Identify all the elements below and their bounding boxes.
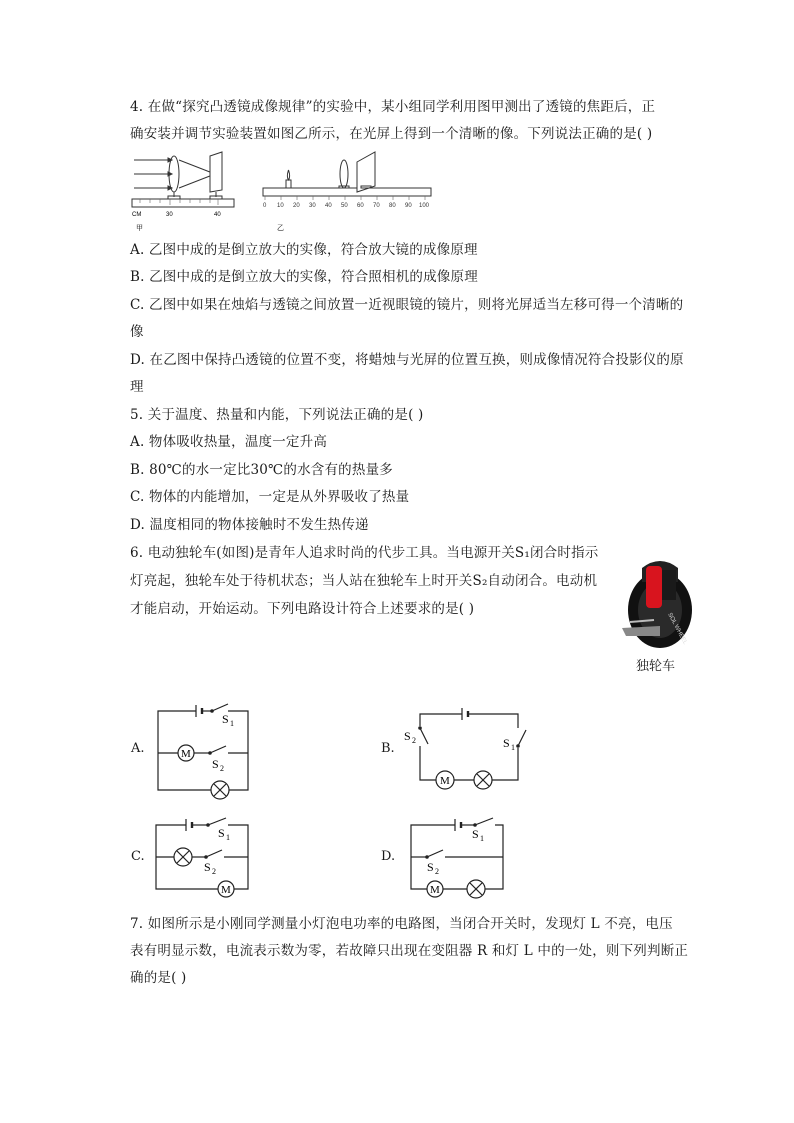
yi-tick-30: 30 xyxy=(309,203,316,209)
circuit-b xyxy=(402,704,532,804)
q7-stem-line2: 表有明显示数，电流表示数为零，若故障只出现在变阻器 R 和灯 L 中的一处，则下列判断正 xyxy=(130,943,689,959)
q4-stem-line1: 4. 在做“探究凸透镜成像规律”的实验中，某小组同学利用图甲测出了透镜的焦距后，正 xyxy=(130,99,656,115)
unicycle-caption: 独轮车 xyxy=(636,658,676,673)
q4-option-d-line1: D. 在乙图中保持凸透镜的位置不变，将蜡烛与光屏的位置互换，则成像情况符合投影仪的原 xyxy=(130,352,684,368)
circuit-c-s2: S xyxy=(204,860,211,874)
q7-stem-line1: 7. 如图所示是小刚同学测量小灯泡电功率的电路图，当闭合开关时，发现灯 L 不亮，电压 xyxy=(130,916,673,932)
circuit-a-label: A. xyxy=(131,741,145,756)
q4-option-a: A. 乙图中成的是倒立放大的实像，符合放大镜的成像原理 xyxy=(130,242,478,258)
circuit-d-label: D. xyxy=(381,849,396,864)
q5-option-d: D. 温度相同的物体接触时不发生热传递 xyxy=(130,517,369,533)
circuit-d-s1: S xyxy=(472,827,479,841)
yi-tick-70: 70 xyxy=(373,203,380,209)
circuit-b-s1: S xyxy=(503,736,510,750)
yi-tick-50: 50 xyxy=(341,203,348,209)
circuit-a-s2: S xyxy=(212,757,219,771)
circuit-d-s2-sub: 2 xyxy=(435,867,439,876)
yi-tick-0: 0 xyxy=(263,203,267,209)
circuit-a xyxy=(150,700,260,800)
q4-option-c-line2: 像 xyxy=(130,324,144,340)
jia-tick-40: 40 xyxy=(214,212,221,218)
jia-caption: 甲 xyxy=(136,225,143,232)
unicycle-brand: SOL WHEEL xyxy=(666,612,688,646)
unicycle-image xyxy=(620,548,700,652)
figure-jia-focal-length xyxy=(130,150,240,232)
circuit-c-motor: M xyxy=(221,884,231,896)
circuit-c-s1-sub: 1 xyxy=(226,833,230,842)
yi-tick-60: 60 xyxy=(357,203,364,209)
jia-unit-label: CM xyxy=(132,212,142,218)
q6-stem-line2: 灯亮起，独轮车处于待机状态；当人站在独轮车上时开关S₂自动闭合。电动机 xyxy=(130,573,598,589)
circuit-a-s1-sub: 1 xyxy=(230,719,234,728)
circuit-a-motor: M xyxy=(181,748,191,760)
q6-stem-line3: 才能启动，开始运动。下列电路设计符合上述要求的是( ) xyxy=(130,601,475,617)
figure-yi-setup xyxy=(255,150,435,232)
q5-option-c: C. 物体的内能增加，一定是从外界吸收了热量 xyxy=(130,489,410,505)
q4-option-d-line2: 理 xyxy=(130,379,144,395)
circuit-b-label: B. xyxy=(381,741,395,756)
q4-option-c-line1: C. 乙图中如果在烛焰与透镜之间放置一近视眼镜的镜片，则将光屏适当左移可得一个清晰的 xyxy=(130,297,684,313)
q4-option-b: B. 乙图中成的是倒立放大的实像，符合照相机的成像原理 xyxy=(130,269,478,285)
q6-stem-line1: 6. 电动独轮车(如图)是青年人追求时尚的代步工具。当电源开关S₁闭合时指示 xyxy=(130,545,599,561)
circuit-b-s2-sub: 2 xyxy=(412,736,416,745)
circuit-c-label: C. xyxy=(131,849,145,864)
circuit-b-s1-sub: 1 xyxy=(511,743,515,752)
yi-tick-20: 20 xyxy=(293,203,300,209)
q5-option-b: B. 80℃的水一定比30℃的水含有的热量多 xyxy=(130,462,393,478)
circuit-b-s2: S xyxy=(404,729,411,743)
yi-tick-40: 40 xyxy=(325,203,332,209)
yi-tick-100: 100 xyxy=(419,203,430,209)
circuit-a-s1: S xyxy=(222,712,229,726)
yi-tick-80: 80 xyxy=(389,203,396,209)
circuit-b-motor: M xyxy=(440,775,450,787)
jia-tick-30: 30 xyxy=(166,212,173,218)
q5-stem: 5. 关于温度、热量和内能，下列说法正确的是( ) xyxy=(130,407,424,423)
q4-stem-line2: 确安装并调节实验装置如图乙所示，在光屏上得到一个清晰的像。下列说法正确的是( ) xyxy=(130,126,653,142)
circuit-c xyxy=(150,815,260,900)
circuit-c-s1: S xyxy=(218,826,225,840)
q7-stem-line3: 确的是( ) xyxy=(130,970,187,986)
yi-tick-10: 10 xyxy=(277,203,284,209)
circuit-c-s2-sub: 2 xyxy=(212,867,216,876)
yi-tick-90: 90 xyxy=(405,203,412,209)
q5-option-a: A. 物体吸收热量，温度一定升高 xyxy=(130,434,328,450)
circuit-d xyxy=(405,815,515,900)
circuit-d-s2: S xyxy=(427,860,434,874)
yi-caption: 乙 xyxy=(277,225,284,232)
circuit-d-s1-sub: 1 xyxy=(480,834,484,843)
circuit-d-motor: M xyxy=(430,884,440,896)
circuit-a-s2-sub: 2 xyxy=(220,764,224,773)
